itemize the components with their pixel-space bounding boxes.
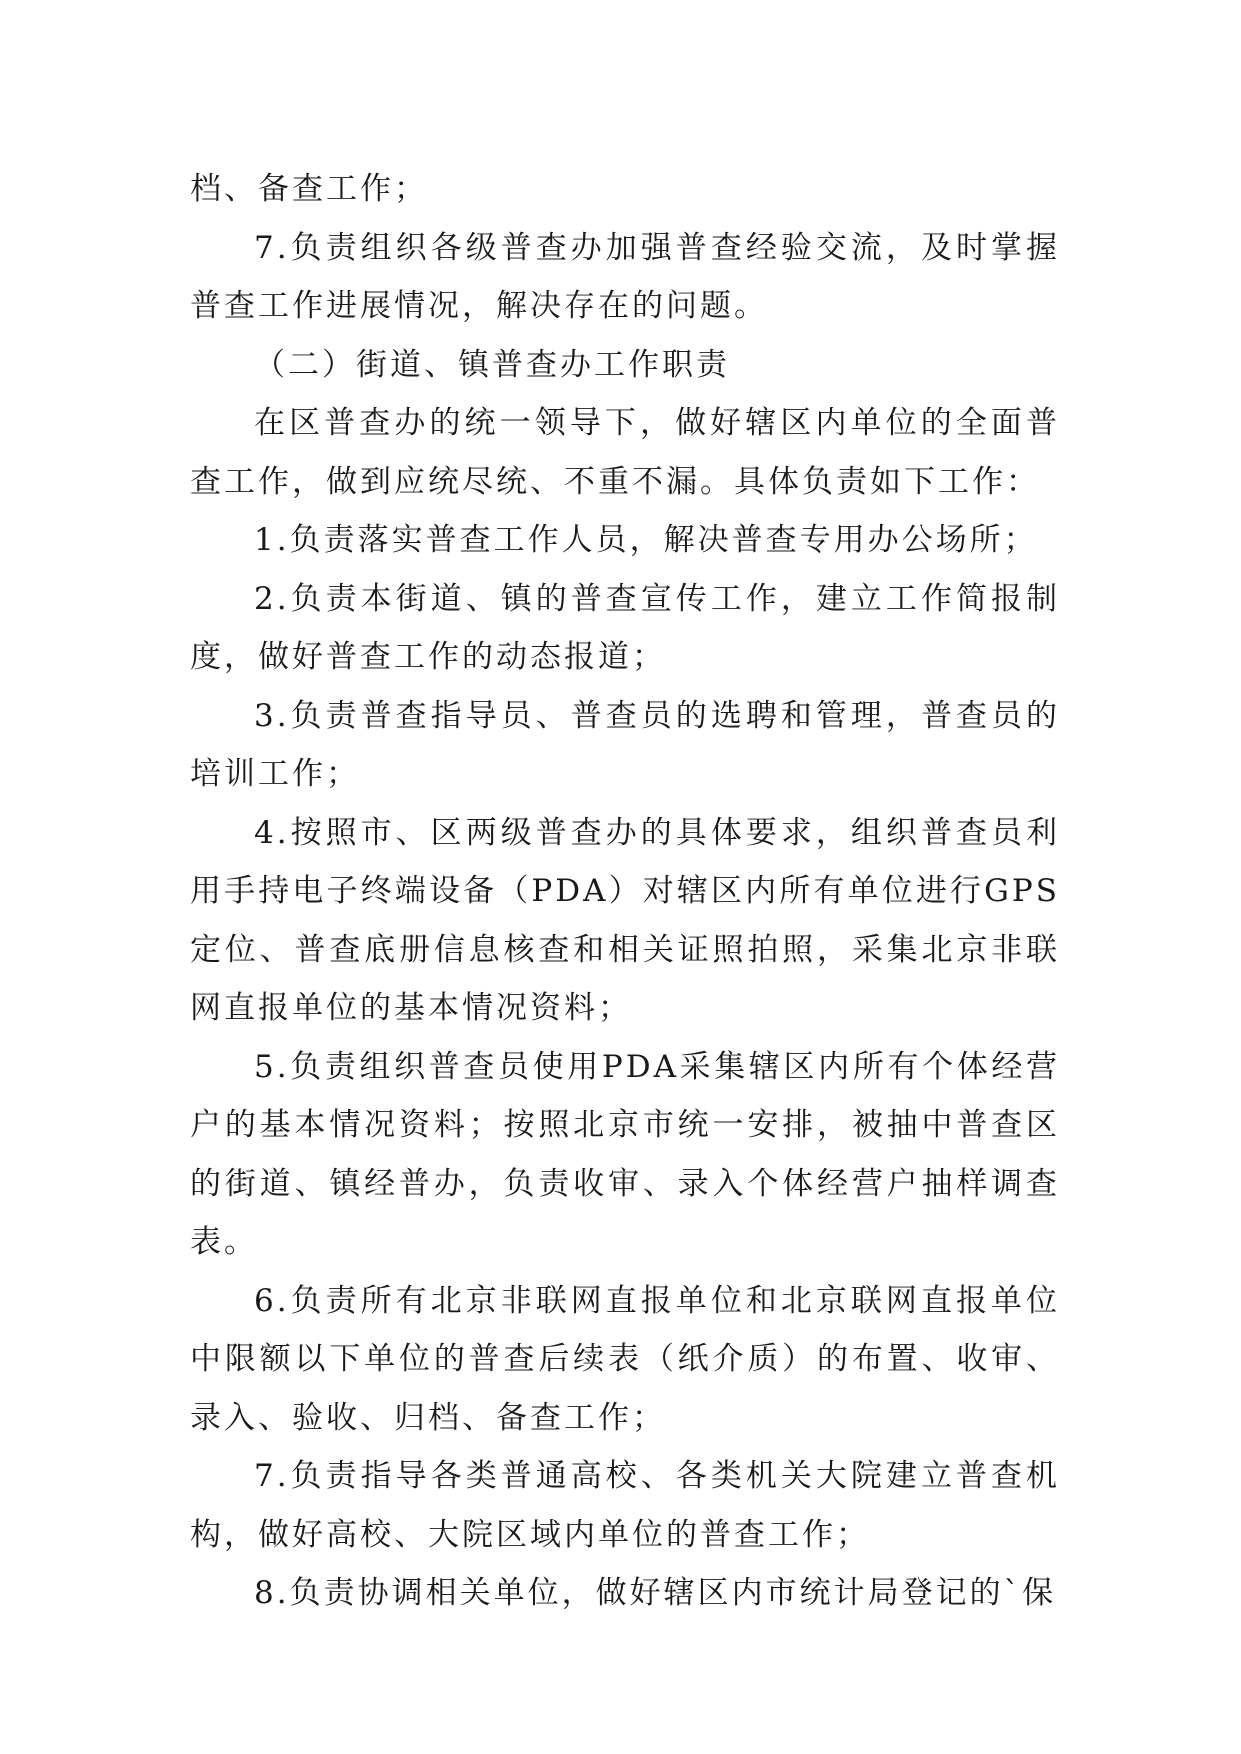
paragraph-intro: 在区普查办的统一领导下，做好辖区内单位的全面普查工作，做到应统尽统、不重不漏。具体负责如下工作：	[190, 405, 1060, 500]
paragraph-item-6: 6.负责所有北京非联网直报单位和北京联网直报单位中限额以下单位的普查后续表（纸介质）的布置、收审、录入、验收、归档、备查工作；	[190, 1282, 1060, 1436]
paragraph-item-8: 8.负责协调相关单位，做好辖区内市统计局登记的`保	[254, 1575, 1057, 1611]
section-heading-street-town: （二）街道、镇普查办工作职责	[254, 346, 730, 383]
document-body	[190, 160, 1060, 1623]
paragraph-item-3: 3.负责普查指导员、普查员的选聘和管理，普查员的培训工作；	[190, 697, 1060, 792]
paragraph-item-5: 5.负责组织普查员使用PDA采集辖区内所有个体经营户的基本情况资料；按照北京市统一安排，被抽中普查区的街道、镇经普办，负责收审、录入个体经营户抽样调查表。	[190, 1048, 1060, 1260]
paragraph-item-2: 2.负责本街道、镇的普查宣传工作，建立工作简报制度，做好普查工作的动态报道；	[190, 580, 1060, 675]
paragraph-item-7-coordination: 7.负责组织各级普查办加强普查经验交流，及时掌握普查工作进展情况，解决存在的问题。	[190, 229, 1060, 324]
paragraph-continuation: 档、备查工作；	[190, 171, 428, 207]
paragraph-item-1: 1.负责落实普查工作人员，解决普查专用办公场所；	[254, 522, 1038, 558]
paragraph-item-4: 4.按照市、区两级普查办的具体要求，组织普查员利用手持电子终端设备（PDA）对辖区内所有单位进行GPS定位、普查底册信息核查和相关证照拍照，采集北京非联网直报单位的基本情况资料；	[190, 814, 1060, 1026]
paragraph-item-7: 7.负责指导各类普通高校、各类机关大院建立普查机构，做好高校、大院区域内单位的普查工作；	[190, 1458, 1060, 1553]
